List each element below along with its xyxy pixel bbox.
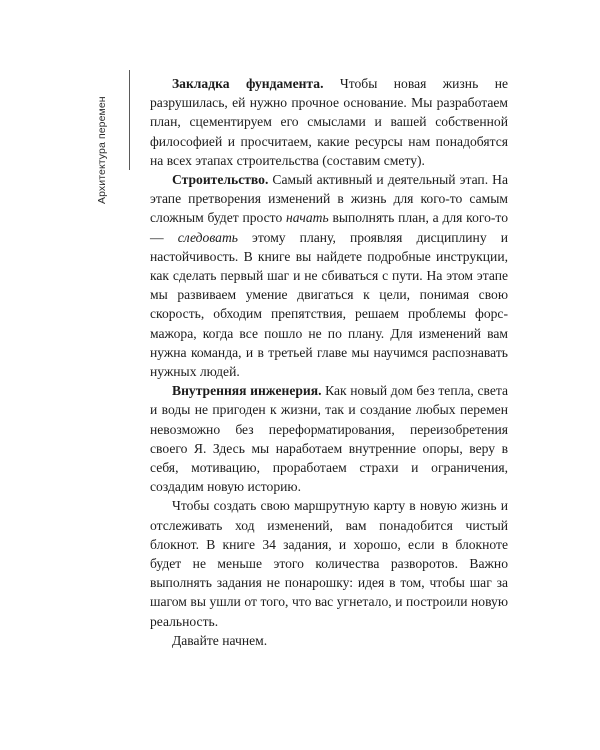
body-text: [150, 74, 508, 650]
emphasis-text: начать: [286, 210, 329, 226]
paragraph-text: Давайте начнем.: [172, 632, 268, 648]
paragraph-text: выполнять план, а для кого-то —: [150, 210, 508, 245]
paragraph-heading: Закладка фундамента.: [172, 76, 324, 91]
paragraph-notebook: [150, 496, 508, 630]
paragraph-text: Чтобы создать свою маршрутную карту в новую жизнь и отслеживать ход изменений, вам понадобится чистый блокнот. В книге 34 задания, и хорошо, если в блокноте будет не меньше этого количества разворотов. Важно выполнять задания не понарошку: идея в том, чтобы шаг за шагом вы ушли от того, что вас угнетало, и построили новую реальность.: [150, 498, 508, 629]
paragraph-text: Самый активный и деятельный этап. На этапе претворения изменений в жизнь для кого-то самым сложным будет просто: [150, 172, 508, 226]
paragraph-text: Как новый дом без тепла, света и воды не пригоден к жизни, так и создание любых перемен невозможно без переформатирования, переизобретения своего Я. Здесь мы наработаем внутренние опоры, веру в себя, мотивацию, проработаем страхи и ограничения, создадим новую историю.: [150, 383, 508, 495]
paragraph-text: Чтобы новая жизнь не разрушилась, ей нужно прочное основание. Мы разработаем план, сцементируем его смыслами и вашей собственной философией и просчитаем, какие ресурсы нам понадобятся на всех этапах строительства (составим смету).: [150, 76, 508, 168]
paragraph-inner-engineering: [150, 381, 508, 496]
running-head: Архитектура перемен: [96, 96, 108, 204]
paragraph-heading: Внутренняя инженерия.: [172, 383, 322, 399]
paragraph-closing: [150, 631, 508, 650]
running-head-rule: [129, 70, 130, 170]
paragraph-foundation: [150, 74, 508, 170]
paragraph-construction: [150, 170, 508, 381]
paragraph-text: этому плану, проявляя дисциплину и настойчивость. В книге вы найдете подробные инструкции, как сделать первый шаг и не сбиваться с пути. На этом этапе мы развиваем умение двигаться к цели, понимая свою скорость, обходим препятствия, решаем проблемы форс-мажора, когда все пошло не по плану. Для изменений вам нужна команда, и в третьей главе мы научимся распознавать нужных людей.: [150, 229, 508, 380]
emphasis-text: следовать: [177, 229, 238, 245]
paragraph-heading: Строительство.: [172, 172, 269, 188]
